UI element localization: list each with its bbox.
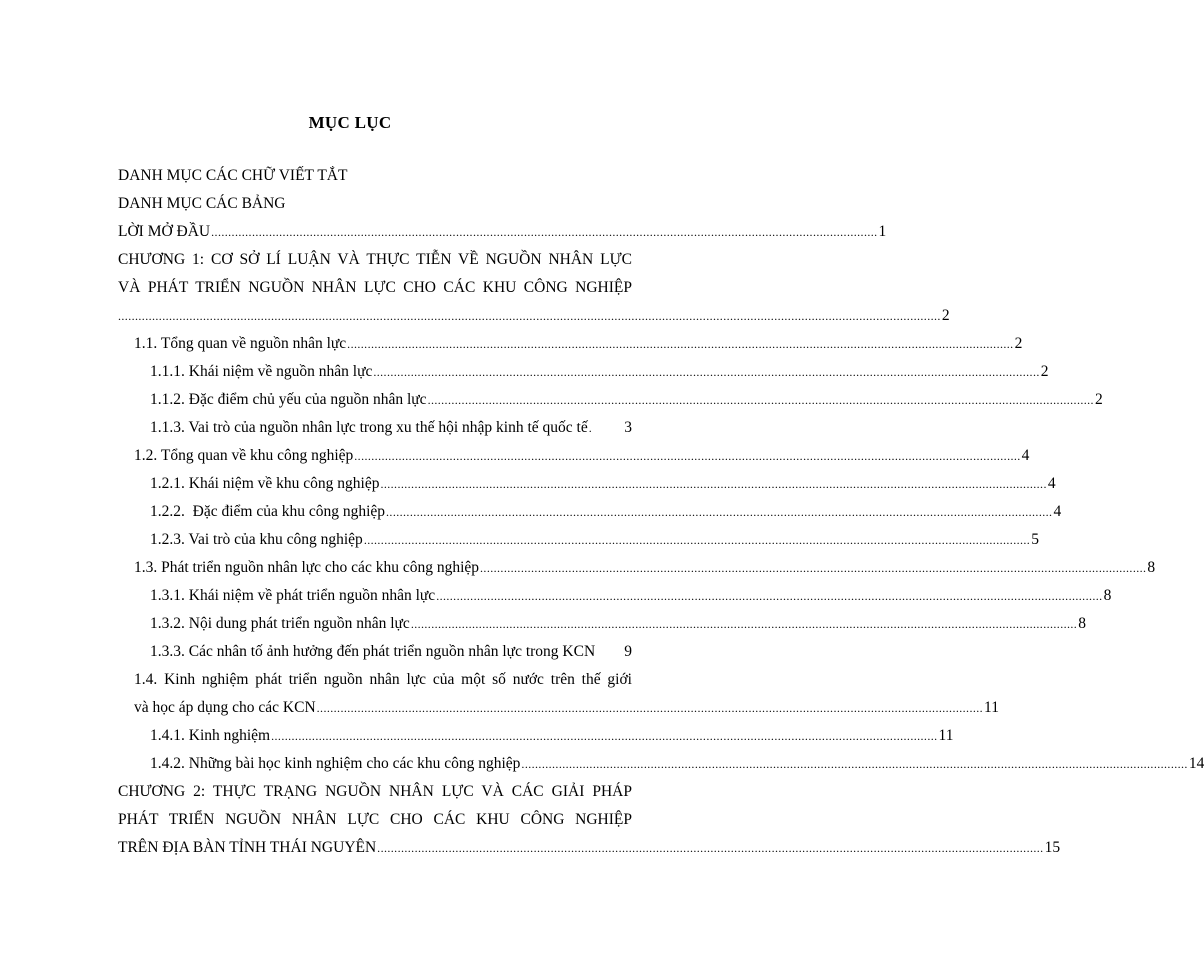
toc-entry-label: 1.2.2. Đặc điểm của khu công nghiệp	[150, 503, 386, 520]
toc-leader-dots: ....................................................................................................................................................................................................	[347, 337, 1014, 351]
toc-leader-dots: ....................................................................................................................................................................................................	[354, 449, 1021, 463]
toc-entry-label: 1.3.3. Các nhân tố ảnh hưởng đến phát triển nguồn nhân lực trong KCN	[150, 643, 596, 660]
toc-entry-label: 1.4.1. Kinh nghiệm	[150, 727, 271, 744]
toc-entry-label: và học áp dụng cho các KCN	[134, 699, 316, 716]
toc-entry-label: LỜI MỞ ĐẦU	[118, 223, 211, 240]
toc-entry-1-3-3[interactable]	[150, 642, 632, 662]
toc-page-number: 3	[624, 419, 632, 436]
toc-entry-label: 1.1.3. Vai trò của nguồn nhân lực trong xu thế hội nhập kinh tế quốc tế	[150, 419, 588, 436]
toc-page-number: 8	[1147, 559, 1156, 576]
toc-page-number: 8	[1078, 615, 1086, 632]
toc-page-number: 5	[1031, 531, 1039, 548]
toc-leader-dots: .	[588, 421, 593, 435]
page-title: MỤC LỤC	[308, 113, 392, 132]
toc-entry-label: 1.1.1. Khái niệm về nguồn nhân lực	[150, 363, 373, 380]
toc-leader-dots: ....................................................................................................................................................................................................	[271, 729, 938, 743]
toc-front-abbreviations: DANH MỤC CÁC CHỮ VIẾT TẮT	[118, 167, 348, 184]
toc-page-number: 2	[941, 307, 950, 324]
toc-page-number: 8	[1103, 587, 1112, 604]
toc-leader-dots: ....................................................................................................................................................................................................	[380, 477, 1047, 491]
toc-page-number: 14	[1188, 755, 1204, 772]
toc-entry-label: 1.4.2. Những bài học kinh nghiệm cho các khu công nghiệp	[150, 755, 521, 772]
toc-entry-1-4-line1[interactable]: 1.4. Kinh nghiệm phát triển nguồn nhân lực của một số nước trên thế giới	[134, 671, 632, 688]
toc-entry-1-4[interactable]	[134, 698, 999, 718]
toc-entry-1-1[interactable]	[134, 334, 1023, 354]
toc-entry-label: 1.2. Tổng quan về khu công nghiệp	[134, 447, 354, 464]
toc-entry-1-1-3[interactable]	[150, 418, 632, 438]
toc-entry-label: 1.1.2. Đặc điểm chủ yếu của nguồn nhân lực	[150, 391, 427, 408]
toc-page-number: 2	[1040, 363, 1049, 380]
toc-page-number: 4	[1053, 503, 1062, 520]
toc-entry-1-1-1[interactable]	[150, 362, 1049, 382]
toc-entry-1-1-2[interactable]	[150, 390, 1103, 410]
toc-entry-label: 1.2.3. Vai trò của khu công nghiệp	[150, 531, 363, 548]
toc-page-number: 15	[1044, 839, 1061, 856]
toc-page-number: 9	[624, 643, 632, 660]
toc-page-number: 11	[938, 727, 954, 744]
toc-chapter2-line2[interactable]: PHÁT TRIỂN NGUỒN NHÂN LỰC CHO CÁC KHU CÔNG NGHIỆP	[118, 811, 632, 828]
toc-entry-1-2-2[interactable]	[150, 502, 1062, 522]
toc-entry-intro[interactable]	[118, 222, 887, 242]
toc-entry-1-3-2[interactable]	[150, 614, 1086, 634]
toc-page-number: 4	[1021, 447, 1030, 464]
toc-leader-dots: ....................................................................................................................................................................................................	[386, 505, 1053, 519]
toc-chapter2-line1[interactable]: CHƯƠNG 2: THỰC TRẠNG NGUỒN NHÂN LỰC VÀ CÁC GIẢI PHÁP	[118, 783, 632, 800]
toc-chapter1-leader	[118, 306, 950, 326]
toc-entry-1-3[interactable]	[134, 558, 1156, 578]
toc-leader-dots: ....................................................................................................................................................................................................	[480, 561, 1147, 575]
toc-entry-1-2[interactable]	[134, 446, 1030, 466]
toc-leader-dots: ....................................................................................................................................................................................................	[316, 701, 984, 715]
toc-leader-dots: ....................................................................................................................................................................................................	[363, 533, 1031, 547]
toc-entry-label: 1.3.2. Nội dung phát triển nguồn nhân lực	[150, 615, 410, 632]
toc-leader-dots: ....................................................................................................................................................................................................	[377, 841, 1044, 855]
toc-chapter1-line1[interactable]: CHƯƠNG 1: CƠ SỞ LÍ LUẬN VÀ THỰC TIỄN VỀ NGUỒN NHÂN LỰC	[118, 251, 632, 268]
toc-entry-label: 1.3.1. Khái niệm về phát triển nguồn nhân lực	[150, 587, 436, 604]
toc-leader-dots: ....................................................................................................................................................................................................	[211, 225, 878, 239]
toc-entry-1-3-1[interactable]	[150, 586, 1112, 606]
toc-leader-dots: ....................................................................................................................................................................................................	[427, 393, 1094, 407]
toc-front-tables: DANH MỤC CÁC BẢNG	[118, 195, 286, 212]
toc-page-number: 2	[1014, 335, 1023, 352]
toc-leader-dots: ....................................................................................................................................................................................................	[436, 589, 1103, 603]
toc-leader-dots: ..................................................................................................................................................................................................................................................	[118, 309, 941, 323]
toc-page-number: 1	[878, 223, 887, 240]
toc-leader-dots: ....................................................................................................................................................................................................	[521, 757, 1188, 771]
toc-entry-1-2-3[interactable]	[150, 530, 1039, 550]
toc-entry-1-4-1[interactable]	[150, 726, 954, 746]
toc-leader-dots: ....................................................................................................................................................................................................	[373, 365, 1040, 379]
toc-entry-label: 1.2.1. Khái niệm về khu công nghiệp	[150, 475, 380, 492]
toc-page-number: 4	[1047, 475, 1056, 492]
toc-entry-1-4-2[interactable]	[150, 754, 1204, 774]
toc-entry-label: TRÊN ĐỊA BÀN TỈNH THÁI NGUYÊN	[118, 839, 377, 856]
toc-chapter1-line2[interactable]: VÀ PHÁT TRIỂN NGUỒN NHÂN LỰC CHO CÁC KHU CÔNG NGHIỆP	[118, 279, 632, 296]
toc-entry-label: 1.1. Tổng quan về nguồn nhân lực	[134, 335, 347, 352]
toc-page-number: 11	[984, 699, 999, 716]
toc-chapter2-line3[interactable]	[118, 838, 1061, 858]
toc-page-number: 2	[1094, 391, 1103, 408]
toc-entry-1-2-1[interactable]	[150, 474, 1056, 494]
toc-entry-label: 1.3. Phát triển nguồn nhân lực cho các khu công nghiệp	[134, 559, 480, 576]
toc-leader-dots: ....................................................................................................................................................................................................	[410, 617, 1078, 631]
